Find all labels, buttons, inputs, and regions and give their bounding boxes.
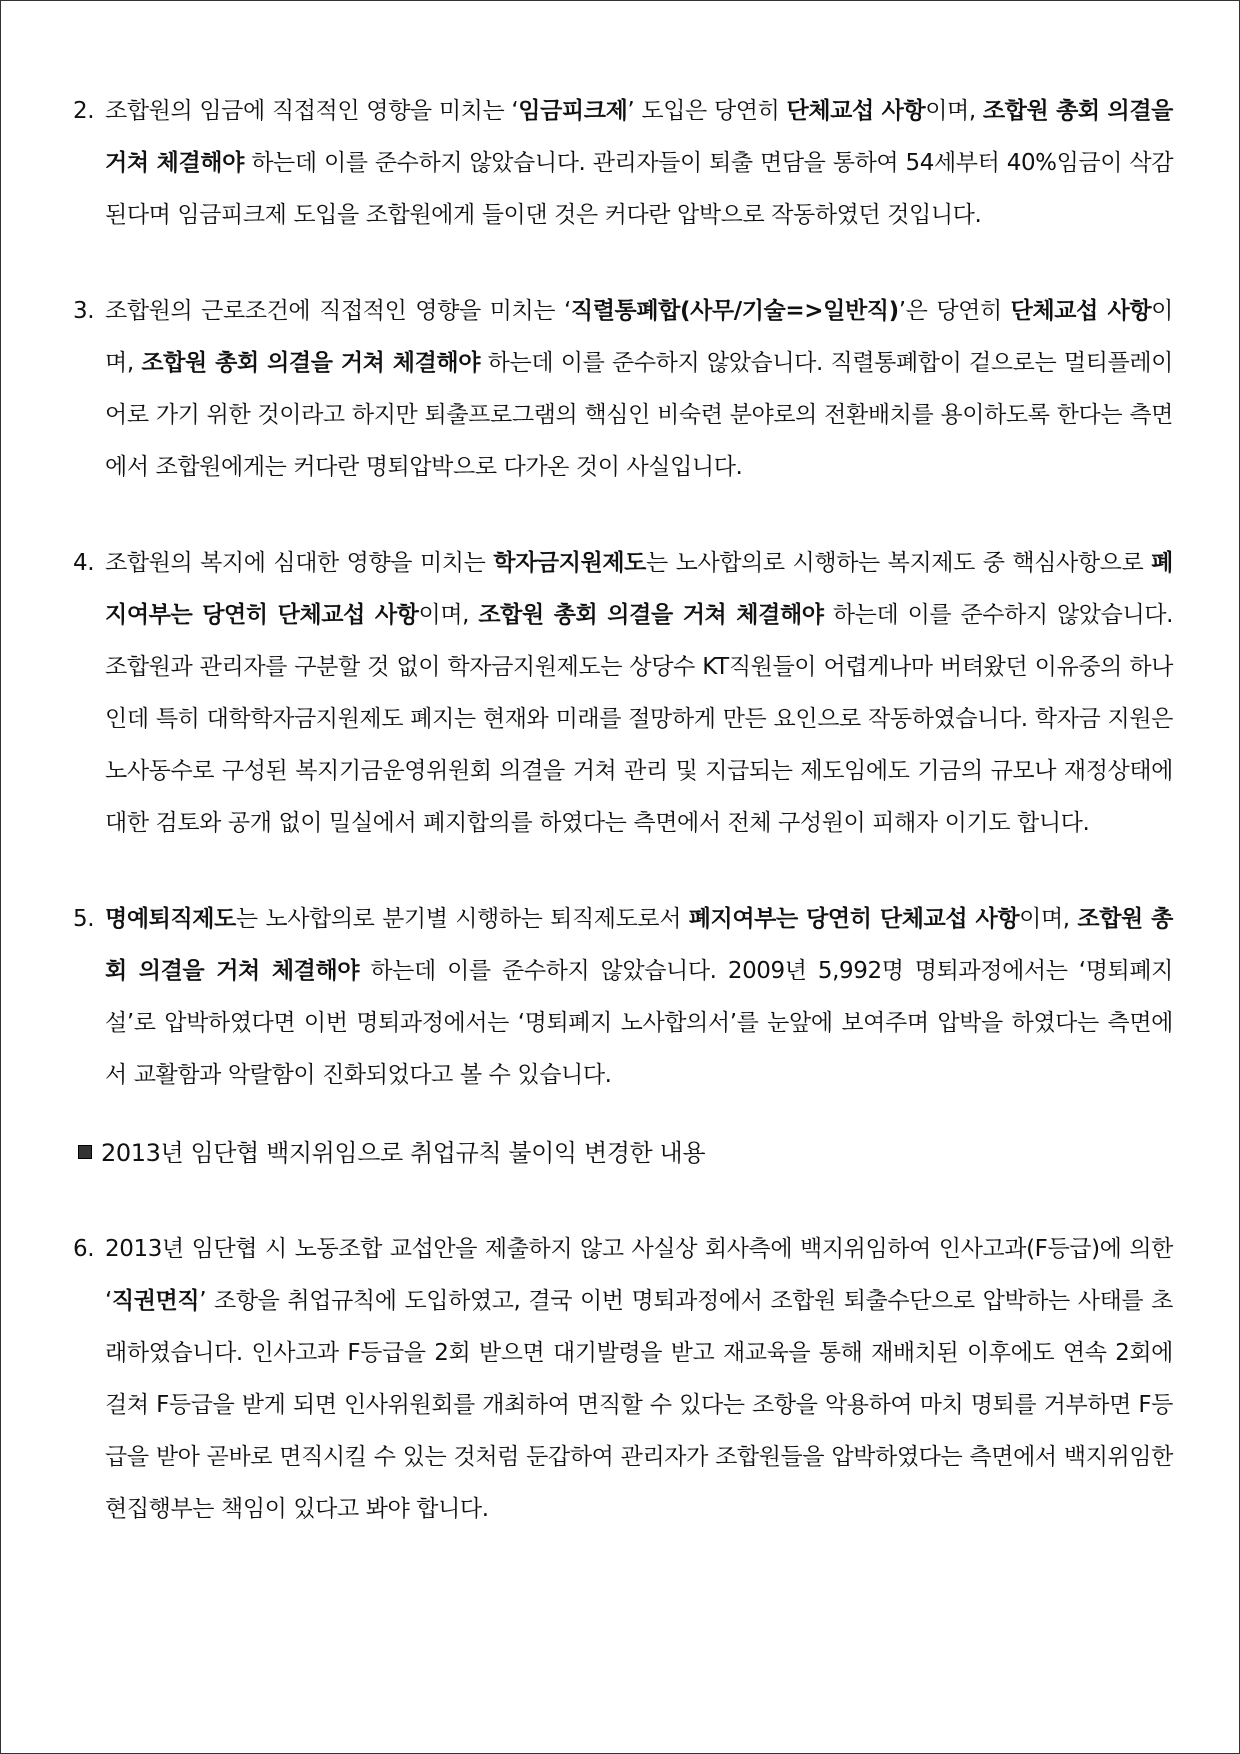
item-text: 하는데 이를 준수하지 않았습니다. 조합원과 관리자를 구분할 것 없이 학자금지원제도는 상당수 KT직원들이 어렵게나마 버텨왔던 이유중의 하나인데 특히 대학학자금지원제도 폐지는 현재와 미래를 절망하게 만든 요인으로 작동하였습니다. 학자금 지원은 노사동수로 구성된 복지기금운영위원회 의결을 거쳐 관리 및 지급되는 제도임에도 기금의 규모나 재정상태에 대한 검토와 공개 없이 밀실에서 폐지합의를 하였다는 측면에서 전체 구성원이 피해자 이기도 합니다.	[105, 602, 1173, 836]
item-text: 이며,	[1019, 906, 1078, 932]
list-item-6	[69, 1223, 1173, 1535]
list-item-3	[69, 285, 1173, 493]
item-text: 하는데 이를 준수하지 않았습니다. 관리자들이 퇴출 면담을 통하여 54세부터 40%임금이 삭감된다며 임금피크제 도입을 조합원에게 들이댄 것은 커다란 압박으로 작동하였던 것입니다.	[105, 150, 1174, 228]
document-body	[69, 85, 1173, 1579]
item-text: 조합원의 복지에 심대한 영향을 미치는	[105, 550, 494, 576]
item-text: 는 노사합의로 분기별 시행하는 퇴직제도로서	[235, 906, 689, 932]
list-item-5	[69, 893, 1173, 1101]
item-text: 하는데 이를 준수하지 않았습니다. 직렬통폐합이 겉으로는 멀티플레이어로 가기 위한 것이라고 하지만 퇴출프로그램의 핵심인 비숙련 분야로의 전환배치를 용이하도록 한다는 측면에서 조합원에게는 커다란 명퇴압박으로 다가온 것이 사실입니다.	[105, 350, 1174, 480]
item-emphasis: 단체교섭 사항	[1010, 298, 1152, 324]
item-text: 이며,	[105, 298, 1173, 376]
item-text: 2013년 임단협 시 노동조합 교섭안을 제출하지 않고 사실상 회사측에 백지위임하여 인사고과(F등급)에 의한 ‘	[105, 1236, 1173, 1314]
item-emphasis: 폐지여부는 당연히 단체교섭 사항	[105, 550, 1173, 628]
item-text: 조합원의 임금에 직접적인 영향을 미치는 ‘	[105, 98, 519, 124]
item-emphasis: 조합원 총회 의결을 거쳐 체결해야	[141, 350, 481, 376]
item-number: 3.	[73, 298, 95, 324]
item-text: ’은 당연히	[898, 298, 1011, 324]
item-text: 이며,	[418, 602, 479, 628]
item-emphasis: 폐지여부는 당연히 단체교섭 사항	[688, 906, 1020, 932]
list-item-4	[69, 537, 1173, 849]
item-number: 5.	[73, 906, 95, 932]
item-emphasis: 임금피크제	[518, 98, 628, 124]
item-emphasis: 조합원 총회 의결을 거쳐 체결해야	[105, 906, 1173, 984]
square-bullet-icon	[78, 1145, 92, 1159]
item-number: 4.	[73, 550, 95, 576]
section-heading	[69, 1127, 1173, 1179]
section-heading-text: 2013년 임단협 백지위임으로 취업규칙 불이익 변경한 내용	[101, 1139, 706, 1167]
item-text: 이며,	[925, 98, 983, 124]
item-text: 하는데 이를 준수하지 않았습니다. 2009년 5,992명 명퇴과정에서는 ‘명퇴폐지설’로 압박하였다면 이번 명퇴과정에서는 ‘명퇴폐지 노사합의서’를 눈앞에 보여주며 압박을 하였다는 측면에서 교활함과 악랄함이 진화되었다고 볼 수 있습니다.	[105, 958, 1173, 1088]
list-item-2	[69, 85, 1173, 241]
item-emphasis: 조합원 총회 의결을 거쳐 체결해야	[478, 602, 824, 628]
item-text: 는 노사합의로 시행하는 복지제도 중 핵심사항으로	[645, 550, 1152, 576]
item-text: ’ 도입은 당연히	[627, 98, 787, 124]
item-number: 2.	[73, 98, 95, 124]
item-emphasis: 직렬통폐합(사무/기술=>일반직)	[570, 298, 899, 324]
item-number: 6.	[73, 1236, 95, 1262]
item-emphasis: 조합원 총회 의결을 거쳐 체결해야	[105, 98, 1173, 176]
item-emphasis: 명예퇴직제도	[105, 906, 236, 932]
item-text: 조합원의 근로조건에 직접적인 영향을 미치는 ‘	[105, 298, 571, 324]
item-emphasis: 직권면직	[111, 1288, 200, 1314]
item-emphasis: 단체교섭 사항	[786, 98, 926, 124]
item-emphasis: 학자금지원제도	[493, 550, 646, 576]
item-text: ’ 조항을 취업규칙에 도입하였고, 결국 이번 명퇴과정에서 조합원 퇴출수단으로 압박하는 사태를 초래하였습니다. 인사고과 F등급을 2회 받으면 대기발령을 받고 재교육을 통해 재배치된 이후에도 연속 2회에 걸쳐 F등급을 받게 되면 인사위원회를 개최하여 면직할 수 있다는 조항을 악용하여 마치 명퇴를 거부하면 F등급을 받아 곧바로 면직시킬 수 있는 것처럼 둔갑하여 관리자가 조합원들을 압박하였다는 측면에서 백지위임한 현집행부는 책임이 있다고 봐야 합니다.	[105, 1288, 1173, 1522]
